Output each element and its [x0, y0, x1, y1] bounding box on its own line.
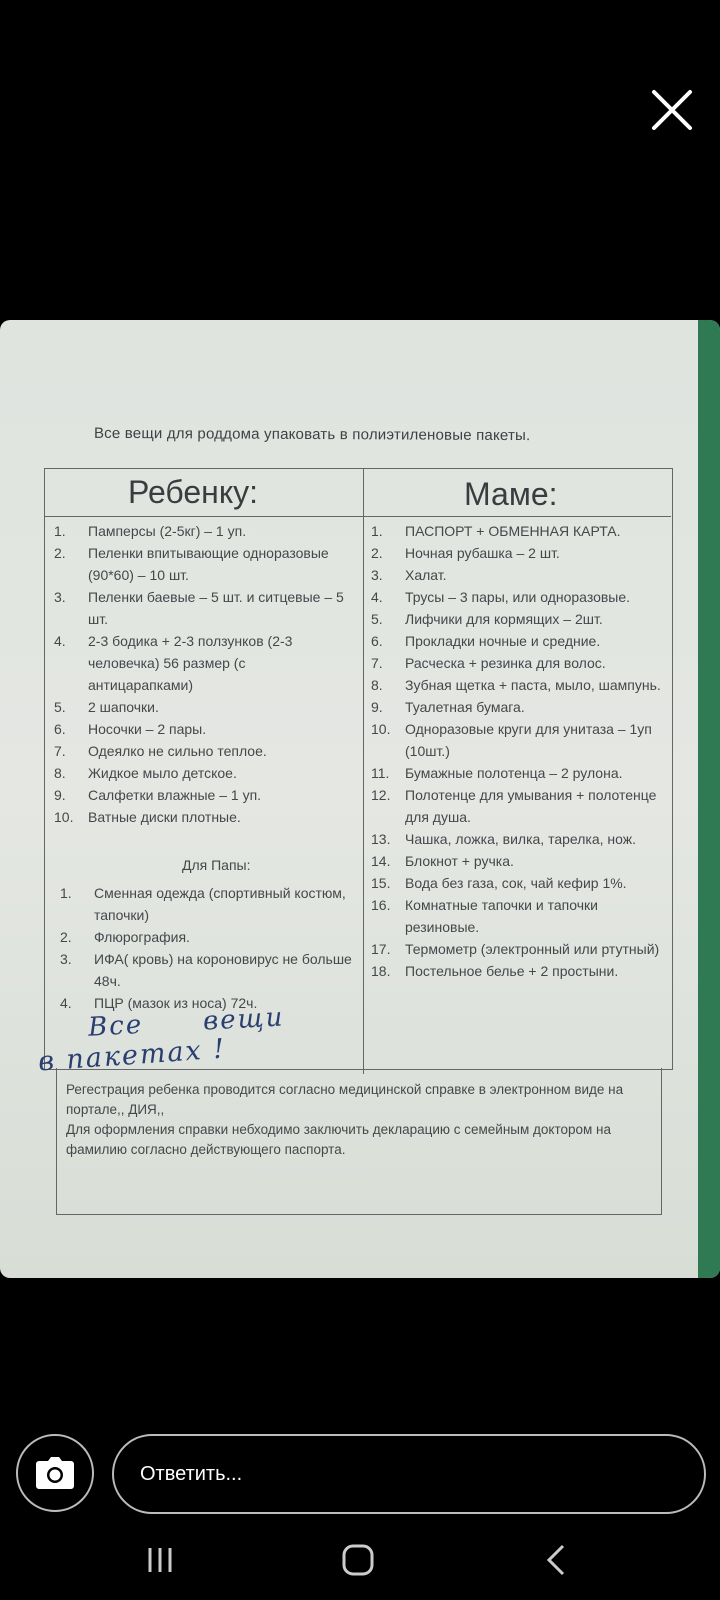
list-item: [371, 938, 661, 960]
list-item: [54, 696, 354, 718]
list-item-text: Пеленки впитывающие одноразовые (90*60) – 10 шт.: [88, 545, 329, 583]
papa-list: [60, 882, 356, 1014]
recent-apps-button[interactable]: [140, 1540, 180, 1580]
list-item: [54, 630, 354, 696]
list-item-number: 14.: [371, 853, 391, 869]
camera-icon: [35, 1456, 75, 1490]
list-item-text: Чашка, ложка, вилка, тарелка, нож.: [405, 831, 637, 847]
list-item: [54, 542, 354, 586]
list-item: [54, 806, 354, 828]
list-item-number: 4.: [54, 633, 66, 649]
list-item-number: 2.: [60, 929, 72, 945]
list-item-number: 15.: [371, 875, 391, 891]
list-item-text: Расческа + резинка для волос.: [405, 655, 606, 671]
list-item-text: Сменная одежда (спортивный костюм, тапочки): [94, 885, 346, 923]
list-item: [54, 718, 354, 740]
list-item: [371, 718, 661, 762]
list-item-text: Носочки – 2 пары.: [88, 721, 207, 737]
list-item-number: 10.: [371, 721, 391, 737]
list-item-number: 10.: [54, 809, 74, 825]
list-item-number: 5.: [371, 611, 383, 627]
list-item-number: 7.: [54, 743, 66, 759]
list-item-text: Пеленки баевые – 5 шт. и ситцевые – 5 шт.: [88, 589, 344, 627]
photo-viewer-image: [0, 320, 720, 1278]
list-item-text: 2 шапочки.: [88, 699, 159, 715]
list-item: [54, 762, 354, 784]
list-item-number: 1.: [60, 885, 72, 901]
list-item-number: 6.: [371, 633, 383, 649]
list-item: [371, 564, 661, 586]
list-item: [371, 850, 661, 872]
close-button[interactable]: [650, 88, 694, 132]
list-item-text: 2-3 бодика + 2-3 ползунков (2-3 человечка) 56 размер (с антицарапками): [88, 633, 293, 693]
handwritten-word: вещи: [202, 1002, 286, 1037]
list-item-text: ПЦР (мазок из носа) 72ч.: [94, 995, 258, 1011]
list-item-number: 1.: [371, 523, 383, 539]
list-item-text: Постельное белье + 2 простыни.: [405, 963, 619, 979]
list-item-text: Салфетки влажные – 1 уп.: [88, 787, 262, 803]
list-item-text: Зубная щетка + паста, мыло, шампунь.: [405, 677, 661, 693]
list-item-number: 3.: [54, 589, 66, 605]
list-item-text: Халат.: [405, 567, 447, 583]
list-item-text: Бумажные полотенца – 2 рулона.: [405, 765, 623, 781]
handwritten-note-line2: в пакетах !: [37, 1033, 228, 1078]
document-sheet: [0, 320, 700, 1278]
list-item-number: 3.: [371, 567, 383, 583]
list-item: [371, 960, 661, 982]
list-item-text: Ватные диски плотные.: [88, 809, 241, 825]
list-item-number: 1.: [54, 523, 66, 539]
handwritten-word: Все: [87, 1009, 144, 1043]
list-item: [371, 894, 661, 938]
child-column-title: Ребенку:: [128, 474, 259, 510]
document-heading: Все вещи для роддома упаковать в полиэтиленовые пакеты.: [93, 424, 531, 445]
back-icon: [543, 1543, 569, 1577]
list-item-text: Памперсы (2-5кг) – 1 уп.: [88, 523, 247, 539]
list-item: [371, 828, 661, 850]
list-item-text: ПАСПОРТ + ОБМЕННАЯ КАРТА.: [405, 523, 621, 539]
list-item-text: Одеялко не сильно теплое.: [88, 743, 267, 759]
home-icon: [341, 1543, 375, 1577]
back-button[interactable]: [536, 1540, 576, 1580]
table-divider: [363, 468, 364, 1074]
list-item-number: 4.: [371, 589, 383, 605]
list-item-text: Ночная рубашка – 2 шт.: [405, 545, 560, 561]
home-button[interactable]: [338, 1540, 378, 1580]
list-item: [371, 872, 661, 894]
list-item-number: 6.: [54, 721, 66, 737]
recent-apps-icon: [145, 1545, 175, 1575]
list-item: [371, 542, 661, 564]
list-item: [371, 520, 661, 542]
list-item: [371, 586, 661, 608]
reply-bar: [0, 1420, 720, 1510]
mom-column-title: Маме:: [464, 476, 558, 512]
list-item-text: Туалетная бумага.: [405, 699, 525, 715]
list-item-text: Жидкое мыло детское.: [88, 765, 237, 781]
list-item-text: Флюрография.: [94, 929, 190, 945]
list-item-number: 4.: [60, 995, 72, 1011]
list-item-text: Лифчики для кормящих – 2шт.: [405, 611, 603, 627]
list-item-number: 2.: [54, 545, 66, 561]
list-item-number: 9.: [54, 787, 66, 803]
list-item-text: Полотенце для умывания + полотенце для душа.: [405, 787, 657, 825]
list-item: [54, 784, 354, 806]
papa-title: Для Папы:: [182, 857, 251, 873]
list-item-number: 18.: [371, 963, 391, 979]
list-item: [60, 926, 356, 948]
list-item-text: Вода без газа, сок, чай кефир 1%.: [405, 875, 627, 891]
list-item-text: Термометр (электронный или ртутный): [405, 941, 660, 957]
list-item-number: 7.: [371, 655, 383, 671]
list-item-number: 8.: [371, 677, 383, 693]
list-item-text: Трусы – 3 пары, или одноразовые.: [405, 589, 631, 605]
list-item: [54, 740, 354, 762]
registration-note: [66, 1080, 656, 1160]
list-item: [371, 784, 661, 828]
list-item-number: 2.: [371, 545, 383, 561]
table-header-line: [44, 516, 671, 517]
list-item: [371, 674, 661, 696]
list-item-number: 5.: [54, 699, 66, 715]
close-icon: [650, 88, 694, 132]
list-item-text: Одноразовые круги для унитаза – 1уп (10шт.): [405, 721, 652, 759]
list-item-text: Комнатные тапочки и тапочки резиновые.: [405, 897, 598, 935]
list-item: [371, 652, 661, 674]
list-item-number: 8.: [54, 765, 66, 781]
list-item-number: 11.: [371, 765, 390, 781]
mom-list: [371, 520, 661, 982]
list-item-number: 3.: [60, 951, 72, 967]
list-item: [371, 608, 661, 630]
note-paragraph: Регестрация ребенка проводится согласно медицинской справке в электронном виде на портале,, ДИЯ,,: [66, 1082, 624, 1117]
system-navigation-bar: [0, 1520, 720, 1600]
list-item: [60, 948, 356, 992]
list-item-number: 16.: [371, 897, 391, 913]
list-item-number: 17.: [371, 941, 391, 957]
camera-button[interactable]: [16, 1434, 94, 1512]
list-item: [54, 520, 354, 542]
list-item: [54, 586, 354, 630]
list-item: [371, 696, 661, 718]
list-item-number: 9.: [371, 699, 383, 715]
reply-input[interactable]: Ответить...: [112, 1434, 706, 1514]
list-item: [371, 630, 661, 652]
list-item-text: Блокнот + ручка.: [405, 853, 514, 869]
list-item-text: ИФА( кровь) на короновирус не больше 48ч.: [94, 951, 352, 989]
list-item-number: 12.: [371, 787, 391, 803]
green-binder-edge: [698, 320, 720, 1278]
list-item-number: 13.: [371, 831, 391, 847]
note-paragraph: Для оформления справки небходимо заключить декларацию с семейным доктором на фамилию согласно действующего паспорта.: [66, 1122, 612, 1157]
list-item: [371, 762, 661, 784]
child-list: [54, 520, 354, 828]
list-item: [60, 882, 356, 926]
list-item-text: Прокладки ночные и средние.: [405, 633, 601, 649]
